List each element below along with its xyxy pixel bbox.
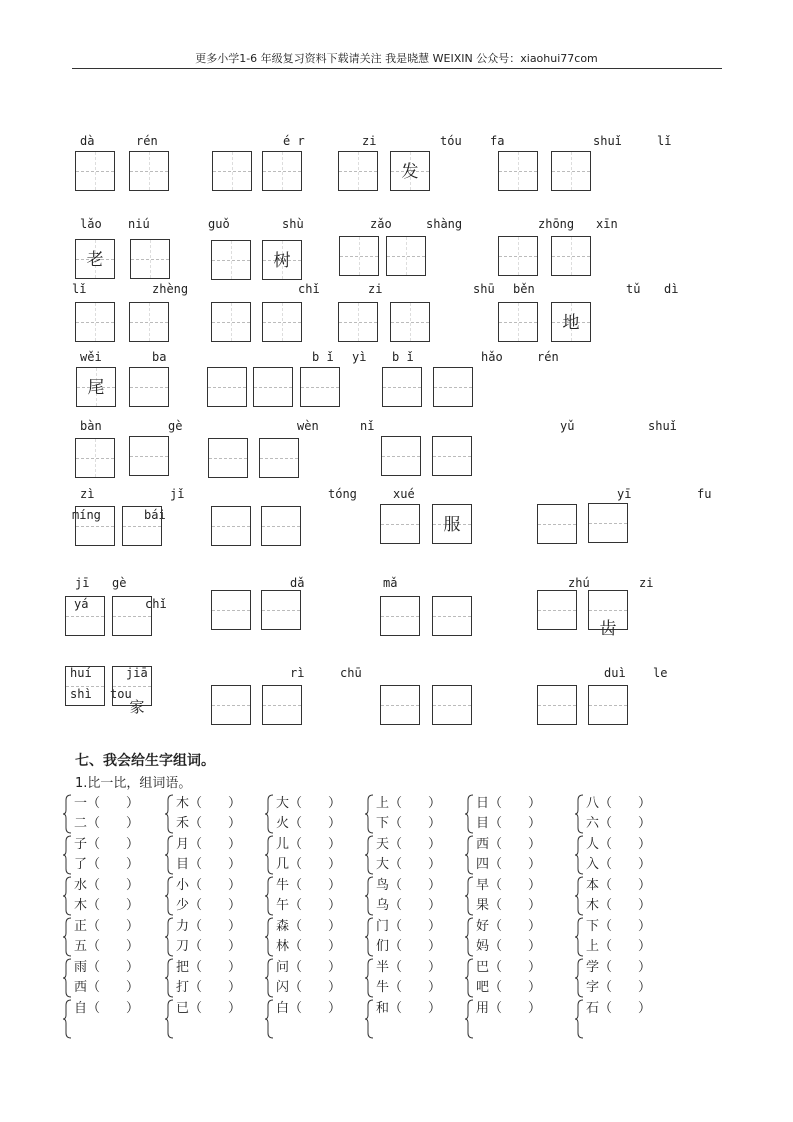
pinyin-label: xīn (596, 217, 618, 231)
pinyin-label: míng (72, 508, 101, 522)
brace-icon (574, 958, 584, 998)
char-box[interactable] (211, 590, 251, 630)
word-blank[interactable]: 上（ ） (376, 796, 442, 811)
brace-icon (264, 835, 274, 875)
brace-icon (62, 958, 72, 998)
word-blank[interactable]: 字（ ） (586, 980, 652, 995)
word-blank[interactable]: 们（ ） (376, 939, 442, 954)
char-box[interactable] (498, 151, 538, 191)
pinyin-label: lǐ (657, 134, 672, 148)
pinyin-label: chǐ (298, 282, 320, 296)
char-box[interactable] (588, 590, 628, 639)
char-box[interactable] (262, 685, 302, 725)
pinyin-label: zhōng (538, 217, 575, 231)
char-lao: 老 (86, 250, 104, 270)
char-shu: 树 (273, 251, 291, 271)
word-blank[interactable]: 目（ ） (476, 816, 542, 831)
pinyin-label: fu (697, 487, 712, 501)
word-blank[interactable]: 妈（ ） (476, 939, 542, 954)
char-box[interactable] (432, 504, 472, 544)
pinyin-label: jǐ (170, 487, 185, 501)
char-box[interactable] (432, 685, 472, 725)
brace-icon (574, 835, 584, 875)
pinyin-label: dì (664, 282, 679, 296)
brace-icon (62, 999, 72, 1039)
word-blank[interactable]: 入（ ） (586, 857, 652, 872)
word-blank[interactable]: 雨（ ） (74, 960, 140, 975)
pinyin-label: hǎo (481, 350, 503, 364)
brace-icon (164, 999, 174, 1039)
char-box[interactable] (253, 367, 293, 407)
brace-icon (62, 794, 72, 834)
char-box[interactable] (212, 151, 252, 191)
char-box[interactable] (112, 666, 152, 716)
brace-icon (464, 794, 474, 834)
word-blank[interactable]: 下（ ） (586, 919, 652, 934)
word-blank[interactable]: 把（ ） (176, 960, 242, 975)
word-blank[interactable]: 半（ ） (376, 960, 442, 975)
word-blank[interactable]: 白（ ） (276, 1001, 342, 1016)
pinyin-label: lǐ (72, 282, 87, 296)
pinyin-label: guǒ (208, 217, 230, 231)
pinyin-label: dà (80, 134, 95, 148)
char-box[interactable] (259, 438, 299, 478)
pinyin-label: rén (136, 134, 158, 148)
pinyin-label: chū (340, 666, 362, 680)
brace-icon (364, 835, 374, 875)
pinyin-label: huí (70, 666, 92, 680)
pinyin-label: duì (604, 666, 626, 680)
brace-icon (264, 876, 274, 916)
char-wei: 尾 (87, 378, 105, 398)
pinyin-label: chǐ (145, 597, 167, 611)
char-box[interactable] (262, 151, 302, 191)
pinyin-label: bàn (80, 419, 102, 433)
char-box[interactable] (65, 596, 105, 636)
pinyin-label: jī (75, 576, 90, 590)
char-box[interactable] (433, 367, 473, 407)
word-blank[interactable]: 已（ ） (176, 1001, 242, 1016)
word-blank[interactable]: 打（ ） (176, 980, 242, 995)
word-blank[interactable]: 本（ ） (586, 878, 652, 893)
brace-icon (164, 876, 174, 916)
pinyin-label: zǎo (370, 217, 392, 231)
word-blank[interactable]: 门（ ） (376, 919, 442, 934)
brace-icon (364, 794, 374, 834)
word-blank[interactable]: 了（ ） (74, 857, 140, 872)
pinyin-label: gè (112, 576, 127, 590)
brace-icon (164, 835, 174, 875)
word-blank[interactable]: 下（ ） (376, 816, 442, 831)
char-box[interactable] (208, 438, 248, 478)
pinyin-label: zi (368, 282, 383, 296)
char-box[interactable] (386, 236, 426, 276)
pinyin-label: le (653, 666, 668, 680)
char-box[interactable] (551, 151, 591, 191)
char-box[interactable] (498, 302, 538, 342)
char-box[interactable] (338, 302, 378, 342)
char-fa: 发 (401, 162, 419, 182)
page-header: 更多小学1-6 年级复习资料下载请关注 我是晓慧 WEIXIN 公众号：xiaohui77com (195, 52, 598, 65)
word-blank[interactable]: 人（ ） (586, 837, 652, 852)
word-blank[interactable]: 子（ ） (74, 837, 140, 852)
char-box[interactable] (211, 302, 251, 342)
brace-icon (574, 794, 584, 834)
char-box[interactable] (112, 596, 152, 636)
pinyin-label: shuǐ (648, 419, 677, 433)
pinyin-label: dǎ (290, 576, 305, 590)
pinyin-label: zhèng (152, 282, 189, 296)
char-box[interactable] (551, 302, 591, 342)
pinyin-label: mǎ (383, 576, 398, 590)
brace-icon (574, 917, 584, 957)
pinyin-label: zi (639, 576, 654, 590)
char-box[interactable] (130, 239, 170, 279)
brace-icon (164, 794, 174, 834)
word-blank[interactable]: 木（ ） (74, 898, 140, 913)
brace-icon (464, 958, 474, 998)
word-blank[interactable]: 自（ ） (74, 1001, 140, 1016)
pinyin-label: rén (537, 350, 559, 364)
word-blank[interactable]: 牛（ ） (276, 878, 342, 893)
brace-icon (264, 958, 274, 998)
char-box[interactable] (498, 236, 538, 276)
char-box[interactable] (432, 596, 472, 636)
char-box[interactable] (65, 666, 105, 706)
char-box[interactable] (382, 367, 422, 407)
char-box[interactable] (380, 504, 420, 544)
brace-icon (464, 999, 474, 1039)
pinyin-label: shù (282, 217, 304, 231)
word-blank[interactable]: 木（ ） (586, 898, 652, 913)
header-divider (72, 68, 722, 69)
char-box[interactable] (129, 151, 169, 191)
word-blank[interactable]: 月（ ） (176, 837, 242, 852)
char-box[interactable] (262, 240, 302, 280)
word-blank[interactable]: 果（ ） (476, 898, 542, 913)
brace-icon (464, 876, 474, 916)
pinyin-label: tóu (440, 134, 462, 148)
pinyin-label: shuǐ (593, 134, 622, 148)
word-blank[interactable]: 少（ ） (176, 898, 242, 913)
char-box[interactable] (129, 302, 169, 342)
word-blank[interactable]: 日（ ） (476, 796, 542, 811)
word-blank[interactable]: 一（ ） (74, 796, 140, 811)
pinyin-label: gè (168, 419, 183, 433)
char-box[interactable] (75, 302, 115, 342)
char-box[interactable] (588, 503, 628, 543)
brace-icon (364, 876, 374, 916)
word-blank[interactable]: 四（ ） (476, 857, 542, 872)
char-box[interactable] (207, 367, 247, 407)
word-blank[interactable]: 二（ ） (74, 816, 140, 831)
word-blank[interactable]: 和（ ） (376, 1001, 442, 1016)
brace-icon (364, 999, 374, 1039)
pinyin-label: niú (128, 217, 150, 231)
pinyin-label: b ǐ (312, 350, 334, 364)
char-box[interactable] (75, 438, 115, 478)
pinyin-label: yì (352, 350, 367, 364)
char-chi: 齿 (599, 619, 617, 639)
word-blank[interactable]: 鸟（ ） (376, 878, 442, 893)
char-box[interactable] (390, 302, 430, 342)
char-fu: 服 (443, 515, 461, 535)
word-blank[interactable]: 大（ ） (276, 796, 342, 811)
pinyin-label: tou (110, 687, 132, 701)
pinyin-label: tóng (328, 487, 357, 501)
char-box[interactable] (75, 151, 115, 191)
char-box[interactable] (75, 239, 115, 279)
pinyin-label: zi (362, 134, 377, 148)
brace-icon (62, 835, 72, 875)
pinyin-label: yá (74, 597, 89, 611)
char-box[interactable] (537, 590, 577, 630)
char-box[interactable] (129, 367, 169, 407)
word-blank[interactable]: 水（ ） (74, 878, 140, 893)
pinyin-label: wěi (80, 350, 102, 364)
pinyin-label: tǔ (626, 282, 641, 296)
word-blank[interactable]: 五（ ） (74, 939, 140, 954)
pinyin-label: rì (290, 666, 305, 680)
char-box[interactable] (211, 685, 251, 725)
pinyin-label: b ǐ (392, 350, 414, 364)
word-blank[interactable]: 林（ ） (276, 939, 342, 954)
pinyin-label: bái (144, 508, 166, 522)
brace-icon (264, 917, 274, 957)
char-box[interactable] (380, 685, 420, 725)
brace-icon (164, 958, 174, 998)
char-box[interactable] (537, 685, 577, 725)
brace-icon (574, 876, 584, 916)
exercise-subtitle: 1.比一比，组词语。 (75, 776, 192, 791)
brace-icon (464, 917, 474, 957)
char-box[interactable] (76, 367, 116, 407)
brace-icon (264, 794, 274, 834)
pinyin-label: shì (70, 687, 92, 701)
brace-icon (574, 999, 584, 1039)
word-blank[interactable]: 目（ ） (176, 857, 242, 872)
char-box[interactable] (211, 506, 251, 546)
word-blank[interactable]: 儿（ ） (276, 837, 342, 852)
word-blank[interactable]: 巴（ ） (476, 960, 542, 975)
word-blank[interactable]: 火（ ） (276, 816, 342, 831)
word-blank[interactable]: 小（ ） (176, 878, 242, 893)
brace-icon (62, 876, 72, 916)
brace-icon (62, 917, 72, 957)
pinyin-label: zhú (568, 576, 590, 590)
pinyin-label: nǐ (360, 419, 375, 433)
word-blank[interactable]: 禾（ ） (176, 816, 242, 831)
word-blank[interactable]: 好（ ） (476, 919, 542, 934)
char-jia: 家 (129, 698, 145, 716)
word-blank[interactable]: 天（ ） (376, 837, 442, 852)
char-box[interactable] (381, 436, 421, 476)
word-blank[interactable]: 早（ ） (476, 878, 542, 893)
char-box[interactable] (300, 367, 340, 407)
word-blank[interactable]: 大（ ） (376, 857, 442, 872)
pinyin-label: yī (617, 487, 632, 501)
word-blank[interactable]: 森（ ） (276, 919, 342, 934)
char-box[interactable] (432, 436, 472, 476)
word-blank[interactable]: 西（ ） (476, 837, 542, 852)
char-box[interactable] (261, 590, 301, 630)
char-box[interactable] (75, 506, 115, 546)
pinyin-label: běn (513, 282, 535, 296)
word-blank[interactable]: 刀（ ） (176, 939, 242, 954)
word-blank[interactable]: 牛（ ） (376, 980, 442, 995)
pinyin-label: ba (152, 350, 167, 364)
char-box[interactable] (537, 504, 577, 544)
brace-icon (164, 917, 174, 957)
pinyin-label: shàng (426, 217, 463, 231)
char-box[interactable] (551, 236, 591, 276)
pinyin-label: jiā (126, 666, 148, 680)
word-blank[interactable]: 问（ ） (276, 960, 342, 975)
pinyin-label: é r (283, 134, 305, 148)
word-blank[interactable]: 木（ ） (176, 796, 242, 811)
pinyin-label: fa (490, 134, 505, 148)
char-box[interactable] (122, 506, 162, 546)
brace-icon (464, 835, 474, 875)
brace-icon (364, 917, 374, 957)
char-box[interactable] (338, 151, 378, 191)
pinyin-label: zì (80, 487, 95, 501)
brace-icon (364, 958, 374, 998)
word-blank[interactable]: 八（ ） (586, 796, 652, 811)
char-di: 地 (562, 313, 580, 333)
word-blank[interactable]: 西（ ） (74, 980, 140, 995)
char-box[interactable] (390, 151, 430, 191)
word-blank[interactable]: 上（ ） (586, 939, 652, 954)
char-box[interactable] (211, 240, 251, 280)
pinyin-label: xué (393, 487, 415, 501)
char-box[interactable] (339, 236, 379, 276)
word-blank[interactable]: 乌（ ） (376, 898, 442, 913)
char-box[interactable] (380, 596, 420, 636)
char-box[interactable] (129, 436, 169, 476)
char-box[interactable] (262, 302, 302, 342)
word-blank[interactable]: 正（ ） (74, 919, 140, 934)
char-box[interactable] (261, 506, 301, 546)
pinyin-label: yǔ (560, 419, 575, 433)
word-blank[interactable]: 石（ ） (586, 1001, 652, 1016)
word-blank[interactable]: 学（ ） (586, 960, 652, 975)
word-blank[interactable]: 午（ ） (276, 898, 342, 913)
section-title: 七、我会给生字组词。 (75, 753, 215, 769)
pinyin-label: wèn (297, 419, 319, 433)
word-blank[interactable]: 用（ ） (476, 1001, 542, 1016)
char-box[interactable] (588, 685, 628, 725)
pinyin-label: shū (473, 282, 495, 296)
word-blank[interactable]: 几（ ） (276, 857, 342, 872)
brace-icon (264, 999, 274, 1039)
word-blank[interactable]: 六（ ） (586, 816, 652, 831)
word-blank[interactable]: 力（ ） (176, 919, 242, 934)
word-blank[interactable]: 吧（ ） (476, 980, 542, 995)
pinyin-label: lǎo (80, 217, 102, 231)
word-blank[interactable]: 闪（ ） (276, 980, 342, 995)
